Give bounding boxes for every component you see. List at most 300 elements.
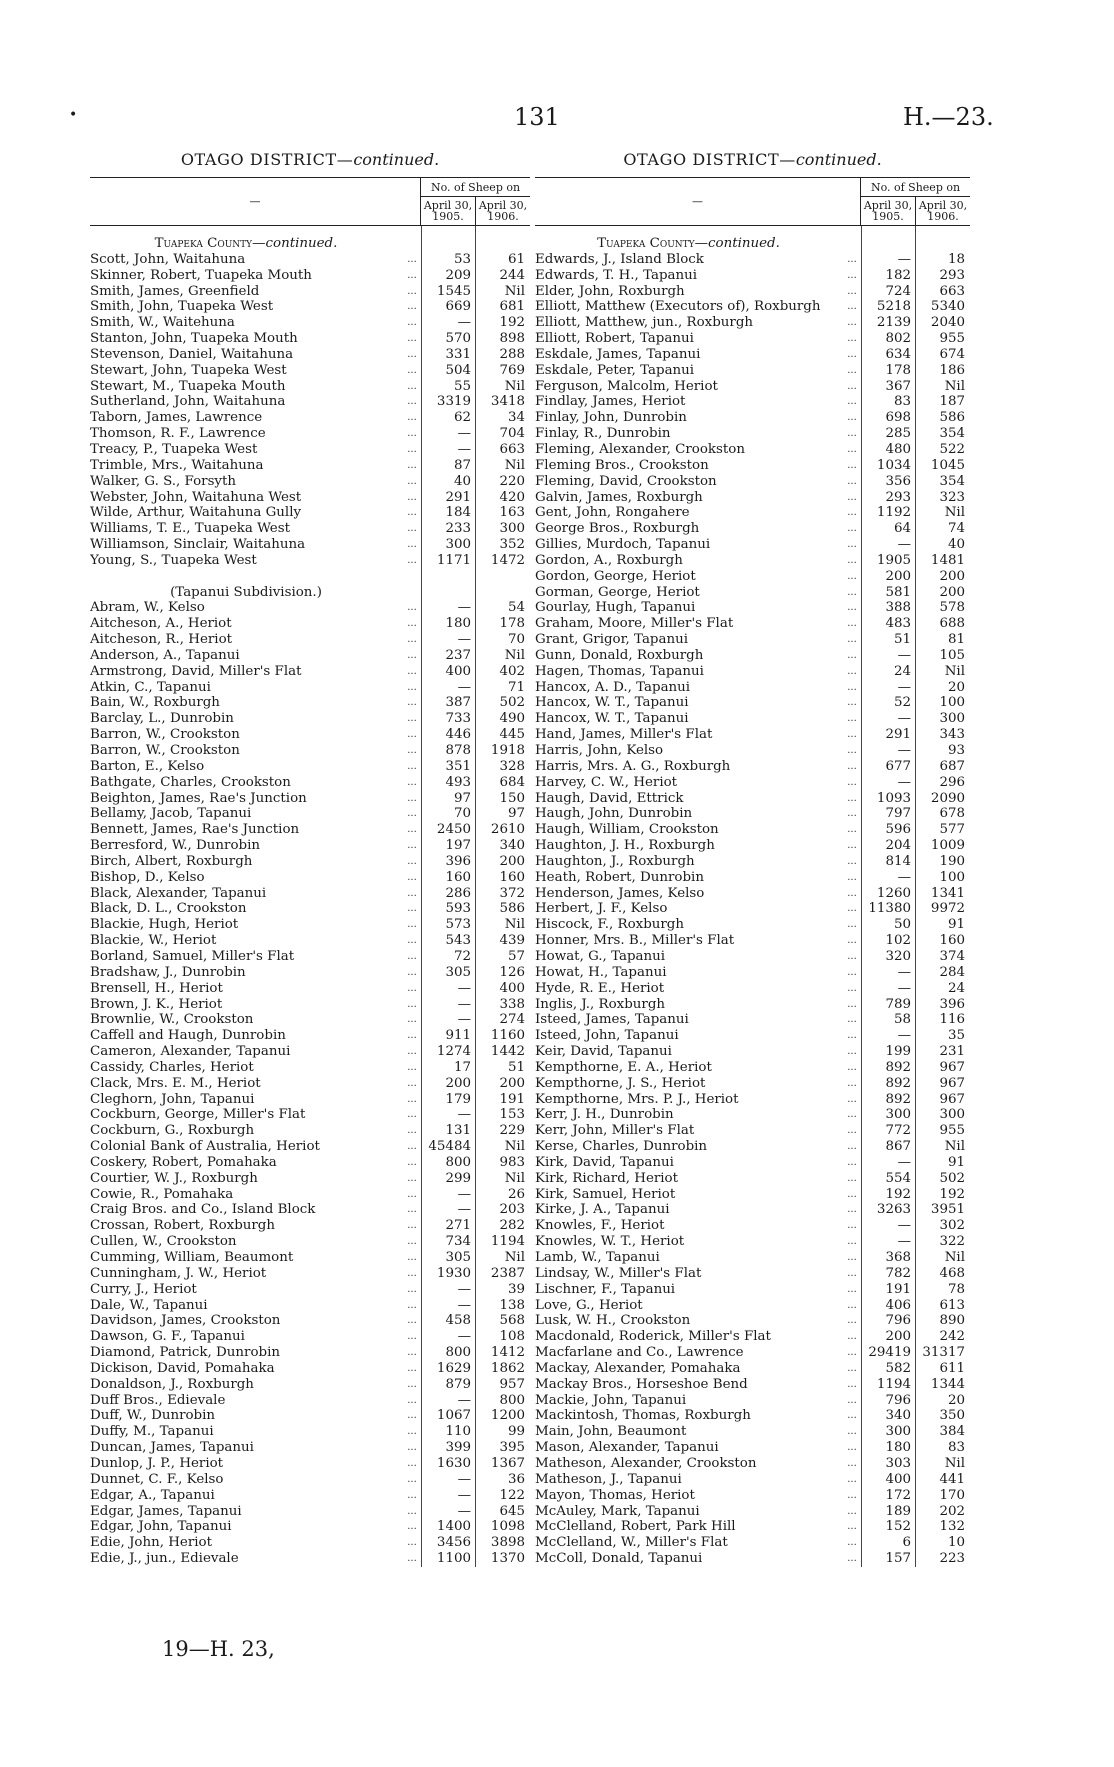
sheep-1906: 490 xyxy=(499,711,525,727)
table-row xyxy=(90,363,530,379)
sheep-1906: 191 xyxy=(499,1091,525,1107)
table-row xyxy=(535,1107,970,1123)
sheep-1906: 70 xyxy=(507,632,525,648)
leader-dots: ... xyxy=(847,1489,857,1501)
table-row xyxy=(90,331,530,347)
owner-name: Cowie, R., Pomahaka xyxy=(90,1186,234,1202)
owner-name: Smith, John, Tuapeka West xyxy=(90,299,274,315)
owner-name: Webster, John, Waitahuna West xyxy=(90,489,302,505)
leader-dots: ... xyxy=(847,1457,857,1469)
leader-dots: ... xyxy=(847,760,857,772)
leader-dots: ... xyxy=(407,1442,417,1454)
sheep-1905: 197 xyxy=(445,838,471,854)
table-row xyxy=(90,1139,530,1155)
owner-name: Duncan, James, Tapanui xyxy=(90,1440,254,1456)
sheep-1906: 10 xyxy=(947,1535,965,1551)
leader-dots: ... xyxy=(847,1204,857,1216)
owner-name: Edie, J., jun., Edievale xyxy=(90,1551,239,1567)
sheep-1906: 2387 xyxy=(490,1265,525,1281)
right-table-body xyxy=(535,226,970,1567)
table-row xyxy=(90,268,530,284)
sheep-1905: 789 xyxy=(885,996,911,1012)
sheep-1906: 704 xyxy=(499,426,525,442)
sheep-1906: 684 xyxy=(499,774,525,790)
table-row xyxy=(90,1107,530,1123)
owner-name: Mayon, Thomas, Heriot xyxy=(535,1487,695,1503)
sheep-1905: 1194 xyxy=(876,1376,911,1392)
owner-name: Barclay, L., Dunrobin xyxy=(90,711,234,727)
leader-dots: ... xyxy=(407,1204,417,1216)
leader-dots: ... xyxy=(407,1489,417,1501)
table-row xyxy=(535,537,970,553)
owner-name: Davidson, James, Crookston xyxy=(90,1313,281,1329)
leader-dots: ... xyxy=(407,776,417,788)
table-row xyxy=(90,1171,530,1187)
leader-dots: ... xyxy=(847,1236,857,1248)
owner-name: Inglis, J., Roxburgh xyxy=(535,996,666,1012)
table-row xyxy=(535,1440,970,1456)
sheep-1905: 772 xyxy=(885,1123,911,1139)
sheep-1905: 782 xyxy=(885,1265,911,1281)
owner-name: Cumming, William, Beaumont xyxy=(90,1250,294,1265)
sheep-1906: 967 xyxy=(939,1075,965,1091)
owner-name: Haugh, David, Ettrick xyxy=(535,790,684,806)
sheep-1905: 209 xyxy=(445,267,471,283)
sheep-1905: 570 xyxy=(445,331,471,347)
table-row xyxy=(535,727,970,743)
table-row xyxy=(535,648,970,664)
page-mark: • xyxy=(69,107,78,123)
owner-name: Bennett, James, Rae's Junction xyxy=(90,822,300,838)
sheep-1905: 3319 xyxy=(436,394,471,410)
leader-dots: ... xyxy=(407,871,417,883)
sheep-1905: — xyxy=(897,1154,911,1170)
owner-name: Young, S., Tuapeka West xyxy=(90,552,257,568)
table-row xyxy=(90,1551,530,1567)
leader-dots: ... xyxy=(847,1378,857,1390)
sheep-1906: 1412 xyxy=(490,1345,525,1361)
sheep-1906: 352 xyxy=(499,537,525,553)
table-row xyxy=(535,394,970,410)
sheep-1905: 1192 xyxy=(876,505,911,521)
left-district-title: OTAGO DISTRICT—continued. xyxy=(180,150,440,169)
sheep-1906: 2090 xyxy=(930,790,965,806)
sheep-1905: 1274 xyxy=(436,1044,471,1060)
leader-dots: ... xyxy=(407,1077,417,1089)
leader-dots: ... xyxy=(407,412,417,424)
owner-name: Clack, Mrs. E. M., Heriot xyxy=(90,1075,261,1091)
owner-name: Grant, Grigor, Tapanui xyxy=(535,632,689,648)
leader-dots: ... xyxy=(407,998,417,1010)
owner-name: Kirk, Richard, Heriot xyxy=(535,1170,679,1186)
sheep-1905: — xyxy=(897,1218,911,1234)
sheep-1906: 91 xyxy=(947,1154,965,1170)
table-row xyxy=(90,426,530,442)
sheep-1906: Nil xyxy=(944,1139,965,1155)
sheep-1906: 126 xyxy=(499,964,525,980)
owner-name: Aitcheson, A., Heriot xyxy=(90,616,232,632)
owner-name: Elliott, Matthew (Executors of), Roxburgh xyxy=(535,299,821,315)
sheep-1905: 480 xyxy=(885,441,911,457)
owner-name: Taborn, James, Lawrence xyxy=(90,410,263,426)
sheep-1905: 800 xyxy=(445,1154,471,1170)
leader-dots: ... xyxy=(407,396,417,408)
sheep-1905: — xyxy=(897,251,911,267)
sheep-1905: 396 xyxy=(445,853,471,869)
leader-dots: ... xyxy=(407,618,417,630)
leader-dots: ... xyxy=(407,1378,417,1390)
leader-dots: ... xyxy=(407,713,417,725)
sheep-1906: 163 xyxy=(499,505,525,521)
leader-dots: ... xyxy=(407,1267,417,1279)
sheep-1905: 2139 xyxy=(876,315,911,331)
leader-dots: ... xyxy=(407,1394,417,1406)
sheep-1905: — xyxy=(897,647,911,663)
owner-name: Finlay, John, Dunrobin xyxy=(535,410,687,426)
sheep-1905: 300 xyxy=(445,537,471,553)
leader-dots: ... xyxy=(407,745,417,756)
leader-dots: ... xyxy=(847,333,857,345)
sheep-1905: 573 xyxy=(445,917,471,933)
table-row xyxy=(535,315,970,331)
leader-dots: ... xyxy=(847,665,857,677)
sheep-1905: — xyxy=(897,964,911,980)
sheep-1906: 20 xyxy=(947,1392,965,1408)
leader-dots: ... xyxy=(847,776,857,788)
sheep-1905: — xyxy=(897,711,911,727)
table-row xyxy=(535,284,970,300)
sheep-1905: 24 xyxy=(893,663,911,679)
owner-name: Skinner, Robert, Tuapeka Mouth xyxy=(90,267,312,283)
table-row xyxy=(90,711,530,727)
sheep-1906: 31317 xyxy=(922,1345,965,1361)
sheep-1905: 17 xyxy=(453,1059,471,1075)
table-row xyxy=(535,442,970,458)
sheep-1906: 338 xyxy=(499,996,525,1012)
sheep-1906: 420 xyxy=(499,489,525,505)
sheep-1905: — xyxy=(457,600,471,616)
sheep-1906: 468 xyxy=(939,1265,965,1281)
sheep-1905: — xyxy=(457,1471,471,1487)
table-row xyxy=(90,1076,530,1092)
sheep-1905: 1930 xyxy=(436,1265,471,1281)
leader-dots: ... xyxy=(407,285,417,297)
owner-name: Eskdale, James, Tapanui xyxy=(535,346,701,362)
owner-name: Blackie, Hugh, Heriot xyxy=(90,917,239,933)
sheep-1906: Nil xyxy=(944,1455,965,1471)
owner-name: Dunnet, C. F., Kelso xyxy=(90,1471,224,1487)
sheep-1905: — xyxy=(897,774,911,790)
table-row xyxy=(90,490,530,506)
table-row xyxy=(90,1472,530,1488)
sheep-1906: 81 xyxy=(947,632,965,648)
leader-dots: ... xyxy=(847,475,857,487)
sheep-1905: 299 xyxy=(445,1170,471,1186)
sheep-1905: 97 xyxy=(453,790,471,806)
owner-name: Macdonald, Roderick, Miller's Flat xyxy=(535,1329,771,1345)
sheep-1906: 91 xyxy=(947,917,965,933)
table-row xyxy=(90,474,530,490)
table-row xyxy=(535,838,970,854)
leader-dots: ... xyxy=(407,681,417,693)
table-row xyxy=(535,695,970,711)
owner-name: Hyde, R. E., Heriot xyxy=(535,980,665,996)
leader-dots: ... xyxy=(847,364,857,376)
sheep-1905: 291 xyxy=(885,727,911,743)
sheep-1906: 97 xyxy=(507,806,525,822)
owner-name: Gorman, George, Heriot xyxy=(535,584,700,600)
table-row xyxy=(535,1171,970,1187)
table-row xyxy=(535,1393,970,1409)
sheep-1905: 1545 xyxy=(436,283,471,299)
owner-name: Diamond, Patrick, Dunrobin xyxy=(90,1345,280,1361)
sheep-1905: 400 xyxy=(885,1471,911,1487)
table-row xyxy=(535,949,970,965)
owner-name: Elder, John, Roxburgh xyxy=(535,283,685,299)
table-row xyxy=(535,1250,970,1266)
sheep-1906: Nil xyxy=(944,378,965,394)
owner-name: Honner, Mrs. B., Miller's Flat xyxy=(535,933,735,949)
sheep-1905: 131 xyxy=(445,1123,471,1139)
leader-dots: ... xyxy=(847,1172,857,1184)
sheep-1906: 100 xyxy=(939,869,965,885)
sheep-1905: 669 xyxy=(445,299,471,315)
leader-dots: ... xyxy=(407,1252,417,1263)
owner-name: Galvin, James, Roxburgh xyxy=(535,489,703,505)
owner-name: Cleghorn, John, Tapanui xyxy=(90,1091,255,1107)
sheep-1905: 233 xyxy=(445,521,471,537)
sheep-1906: 688 xyxy=(939,616,965,632)
leader-dots: ... xyxy=(407,1553,417,1565)
sheep-1906: Nil xyxy=(944,663,965,679)
leader-dots: ... xyxy=(847,1553,857,1565)
sheep-1905: 83 xyxy=(893,394,911,410)
page-reference: H.—23. xyxy=(903,103,994,131)
leader-dots: ... xyxy=(407,1537,417,1549)
sheep-1906: 300 xyxy=(939,1107,965,1123)
sheep-1905: 11380 xyxy=(868,901,911,917)
table-row xyxy=(535,1266,970,1282)
sheep-1906: 983 xyxy=(499,1154,525,1170)
table-row xyxy=(535,1551,970,1567)
sheep-1906: 1862 xyxy=(490,1360,525,1376)
table-row xyxy=(90,680,530,696)
table-row xyxy=(535,632,970,648)
sheep-1905: — xyxy=(457,1107,471,1123)
sheep-1906: 354 xyxy=(939,473,965,489)
leader-dots: ... xyxy=(847,903,857,915)
sheep-1905: 1630 xyxy=(436,1455,471,1471)
owner-name: Brownlie, W., Crookston xyxy=(90,1012,254,1028)
owner-name: Henderson, James, Kelso xyxy=(535,885,705,901)
sheep-1905: — xyxy=(897,537,911,553)
sheep-1905: 180 xyxy=(885,1440,911,1456)
sheep-1905: — xyxy=(457,996,471,1012)
leader-dots: ... xyxy=(407,1521,417,1533)
leader-dots: ... xyxy=(407,950,417,962)
sheep-1905: 504 xyxy=(445,362,471,378)
leader-dots: ... xyxy=(407,729,417,741)
sheep-1906: 187 xyxy=(939,394,965,410)
table-row xyxy=(535,1044,970,1060)
sheep-1906: 322 xyxy=(939,1234,965,1250)
table-row xyxy=(90,1408,530,1424)
table-row xyxy=(90,1060,530,1076)
table-row xyxy=(535,331,970,347)
sheep-1906: 568 xyxy=(499,1313,525,1329)
leader-dots: ... xyxy=(847,554,857,566)
owner-name: Smith, W., Waitehuna xyxy=(90,315,235,331)
sheep-1905: 543 xyxy=(445,933,471,949)
leader-dots: ... xyxy=(847,1220,857,1232)
leader-dots: ... xyxy=(407,824,417,836)
leader-dots: ... xyxy=(407,539,417,551)
sheep-1906: 200 xyxy=(499,853,525,869)
leader-dots: ... xyxy=(847,1505,857,1517)
leader-dots: ... xyxy=(407,697,417,709)
leader-dots: ... xyxy=(847,1442,857,1454)
sheep-1905: 62 xyxy=(453,410,471,426)
sheep-1906: 105 xyxy=(939,647,965,663)
owner-name: Haughton, J., Roxburgh xyxy=(535,853,695,869)
leader-dots: ... xyxy=(847,301,857,313)
sheep-1906: 18 xyxy=(947,251,965,267)
owner-name: Caffell and Haugh, Dunrobin xyxy=(90,1028,286,1044)
leader-dots: ... xyxy=(847,950,857,962)
leader-dots: ... xyxy=(847,1473,857,1485)
owner-name: Hagen, Thomas, Tapanui xyxy=(535,663,704,679)
table-row xyxy=(90,616,530,632)
owner-name: Blackie, W., Heriot xyxy=(90,933,217,949)
owner-name: Duff Bros., Edievale xyxy=(90,1392,226,1408)
owner-name: Bellamy, Jacob, Tapanui xyxy=(90,806,252,822)
table-row xyxy=(535,585,970,601)
leader-dots: ... xyxy=(407,1172,417,1184)
leader-dots: ... xyxy=(407,919,417,931)
sheep-1905: 1905 xyxy=(876,552,911,568)
table-row xyxy=(535,806,970,822)
owner-name: Berresford, W., Dunrobin xyxy=(90,838,260,854)
owner-name: Hancox, W. T., Tapanui xyxy=(535,711,689,727)
table-row xyxy=(535,1060,970,1076)
page-number: 131 xyxy=(514,103,560,131)
table-row xyxy=(535,299,970,315)
leader-dots: ... xyxy=(847,1331,857,1343)
owner-name: Stewart, John, Tuapeka West xyxy=(90,362,287,378)
sheep-1905: 45484 xyxy=(428,1139,471,1155)
sheep-1905: 351 xyxy=(445,758,471,774)
owner-name: Elliott, Matthew, jun., Roxburgh xyxy=(535,315,754,331)
sheep-1905: — xyxy=(457,632,471,648)
leader-dots: ... xyxy=(847,919,857,931)
sheep-1906: 78 xyxy=(947,1281,965,1297)
leader-dots: ... xyxy=(847,396,857,408)
leader-dots: ... xyxy=(407,1457,417,1469)
table-row xyxy=(90,727,530,743)
owner-name: Craig Bros. and Co., Island Block xyxy=(90,1202,316,1218)
sheep-1906: 190 xyxy=(939,853,965,869)
owner-name: Heath, Robert, Dunrobin xyxy=(535,869,704,885)
sheep-1905: 493 xyxy=(445,774,471,790)
left-column xyxy=(90,150,530,1567)
owner-name: Stanton, John, Tuapeka Mouth xyxy=(90,331,298,347)
leader-dots: ... xyxy=(407,1014,417,1026)
sheep-1905: — xyxy=(897,743,911,758)
owner-name: Howat, H., Tapanui xyxy=(535,964,667,980)
sheep-1905: 388 xyxy=(885,600,911,616)
leader-dots: ... xyxy=(407,333,417,345)
sheep-1905: — xyxy=(457,1329,471,1345)
owner-name: Edwards, J., Island Block xyxy=(535,251,704,267)
sheep-1905: — xyxy=(897,679,911,695)
owner-name: Barton, E., Kelso xyxy=(90,758,205,774)
sheep-1905: 878 xyxy=(445,743,471,758)
table-row xyxy=(90,1393,530,1409)
table-row xyxy=(535,268,970,284)
owner-name: Williamson, Sinclair, Waitahuna xyxy=(90,537,306,553)
table-row xyxy=(535,1187,970,1203)
sheep-1905: 368 xyxy=(885,1250,911,1265)
right-district-title: OTAGO DISTRICT—continued. xyxy=(623,150,882,169)
table-row xyxy=(535,1408,970,1424)
table-row xyxy=(90,949,530,965)
left-table-body xyxy=(90,226,530,1567)
sheep-1906: 395 xyxy=(499,1440,525,1456)
sheep-1905: 200 xyxy=(885,568,911,584)
table-row xyxy=(535,410,970,426)
sheep-1905: 72 xyxy=(453,948,471,964)
owner-name: Matheson, Alexander, Crookston xyxy=(535,1455,757,1471)
table-row xyxy=(535,1329,970,1345)
sheep-1905: 102 xyxy=(885,933,911,949)
sheep-1906: 687 xyxy=(939,758,965,774)
owner-name: Donaldson, J., Roxburgh xyxy=(90,1376,254,1392)
leader-dots: ... xyxy=(847,1537,857,1549)
table-row xyxy=(90,1488,530,1504)
owner-name: Kerse, Charles, Dunrobin xyxy=(535,1139,708,1155)
table-row xyxy=(90,901,530,917)
table-row xyxy=(535,347,970,363)
leader-dots: ... xyxy=(847,935,857,947)
sheep-1905: — xyxy=(457,1012,471,1028)
leader-dots: ... xyxy=(407,808,417,820)
sheep-1906: 186 xyxy=(939,362,965,378)
owner-name: Cassidy, Charles, Heriot xyxy=(90,1059,254,1075)
sheep-1905: 200 xyxy=(885,1329,911,1345)
sheep-1906: 116 xyxy=(939,1012,965,1028)
sheep-1906: 296 xyxy=(939,774,965,790)
sheep-1905: 5218 xyxy=(876,299,911,315)
owner-name: McClelland, Robert, Park Hill xyxy=(535,1519,736,1535)
right-sheep-group-header: No. of Sheep on xyxy=(861,178,971,197)
sheep-1905: 387 xyxy=(445,695,471,711)
leader-dots: ... xyxy=(407,760,417,772)
sheep-1905: 406 xyxy=(885,1297,911,1313)
leader-dots: ... xyxy=(847,269,857,281)
table-row xyxy=(535,521,970,537)
leader-dots: ... xyxy=(407,855,417,867)
table-row xyxy=(535,664,970,680)
table-row xyxy=(90,299,530,315)
owner-name: Kempthorne, Mrs. P. J., Heriot xyxy=(535,1091,739,1107)
sheep-1906: 220 xyxy=(499,473,525,489)
sheep-1905: 800 xyxy=(445,1345,471,1361)
table-row xyxy=(90,553,530,569)
sheep-1905: — xyxy=(457,679,471,695)
sheep-1906: 1194 xyxy=(490,1234,525,1250)
sheep-1905: 182 xyxy=(885,267,911,283)
owner-name: Edwards, T. H., Tapanui xyxy=(535,267,698,283)
